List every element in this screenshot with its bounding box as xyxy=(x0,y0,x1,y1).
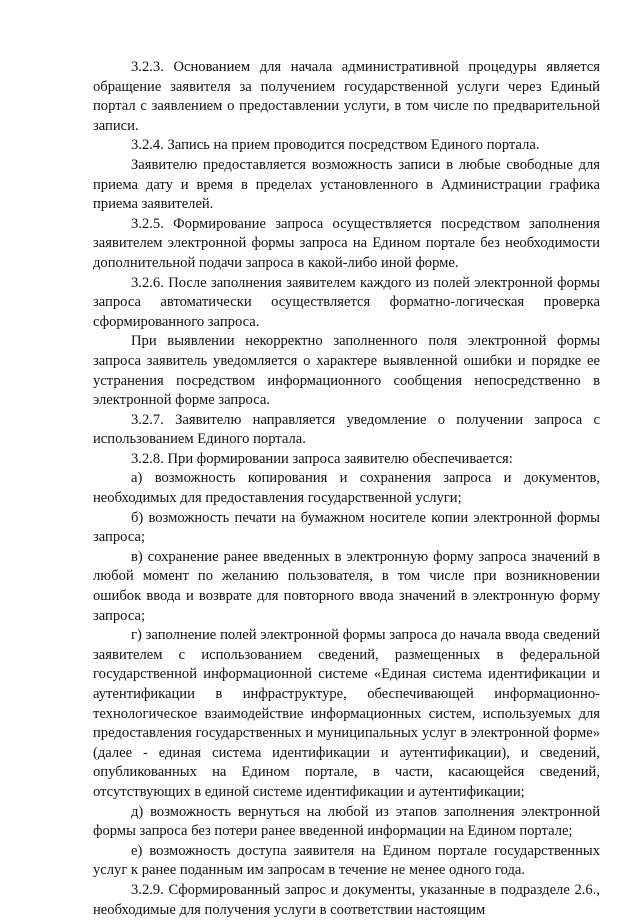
paragraph-error-notice: При выявлении некорректно заполненного поля электронной формы запроса заявитель уведомляется о характере выявленной ошибки и порядке ее устранения посредством информационного сообщения непосредственно в электронной форме запроса. xyxy=(93,333,600,409)
paragraph-3-2-8: 3.2.8. При формировании запроса заявителю обеспечивается: xyxy=(131,450,513,467)
paragraph-3-2-3: 3.2.3. Основанием для начала административной процедуры является обращение заявителя за получением государственной услуги через Единый портал с заявлением о предоставлении услуги, в том числе по предварительной записи. xyxy=(93,59,600,134)
list-item-a: а) возможность копирования и сохранения запроса и документов, необходимых для предоставления государственной услуги; xyxy=(93,470,600,507)
list-item-e: е) возможность доступа заявителя на Едином портале государственных услуг к ранее поданным им запросам в течение не менее одного года. xyxy=(93,842,600,879)
list-item-v: в) сохранение ранее введенных в электронную форму запроса значений в любой момент по желанию пользователя, в том числе при возникновении ошибок ввода и возврате для повторного ввода значений в электронную форму запроса; xyxy=(93,548,600,624)
document-body xyxy=(93,58,600,920)
list-item-d: д) возможность вернуться на любой из этапов заполнения электронной формы запроса без потери ранее введенной информации на Едином портале; xyxy=(93,803,600,840)
paragraph-3-2-4: 3.2.4. Запись на прием проводится посредством Единого портала. xyxy=(131,137,540,154)
paragraph-appointment: Заявителю предоставляется возможность записи в любые свободные для приема дату и время в пределах установленного в Администрации графика приема заявителей. xyxy=(93,156,600,213)
paragraph-3-2-7: 3.2.7. Заявителю направляется уведомление о получении запроса с использованием Единого портала. xyxy=(93,411,600,448)
paragraph-3-2-5: 3.2.5. Формирование запроса осуществляется посредством заполнения заявителем электронной формы запроса на Едином портале без необходимости дополнительной подачи запроса в какой-либо иной форме. xyxy=(93,215,600,271)
list-item-g: г) заполнение полей электронной формы запроса до начала ввода сведений заявителем с использованием сведений, размещенных в федеральной государственной информационной системе «Единая система идентификации и аутентификации в инфраструктуре, обеспечивающей информационно-технологическое взаимодействие информационных систем, используемых для предоставления государственных и муниципальных услуг в электронной форме» (далее - единая система идентификации и аутентификации), и сведений, опубликованных на Едином портале, в части, касающейся сведений, отсутствующих в единой системе идентификации и аутентификации; xyxy=(93,627,600,800)
list-item-b: б) возможность печати на бумажном носителе копии электронной формы запроса; xyxy=(93,509,600,546)
paragraph-3-2-6: 3.2.6. После заполнения заявителем каждого из полей электронной формы запроса автоматически осуществляется форматно-логическая проверка сформированного запроса. xyxy=(93,274,600,330)
paragraph-3-2-9: 3.2.9. Сформированный запрос и документы, указанные в подразделе 2.6., необходимые для получения услуги в соответствии настоящим xyxy=(93,881,600,918)
